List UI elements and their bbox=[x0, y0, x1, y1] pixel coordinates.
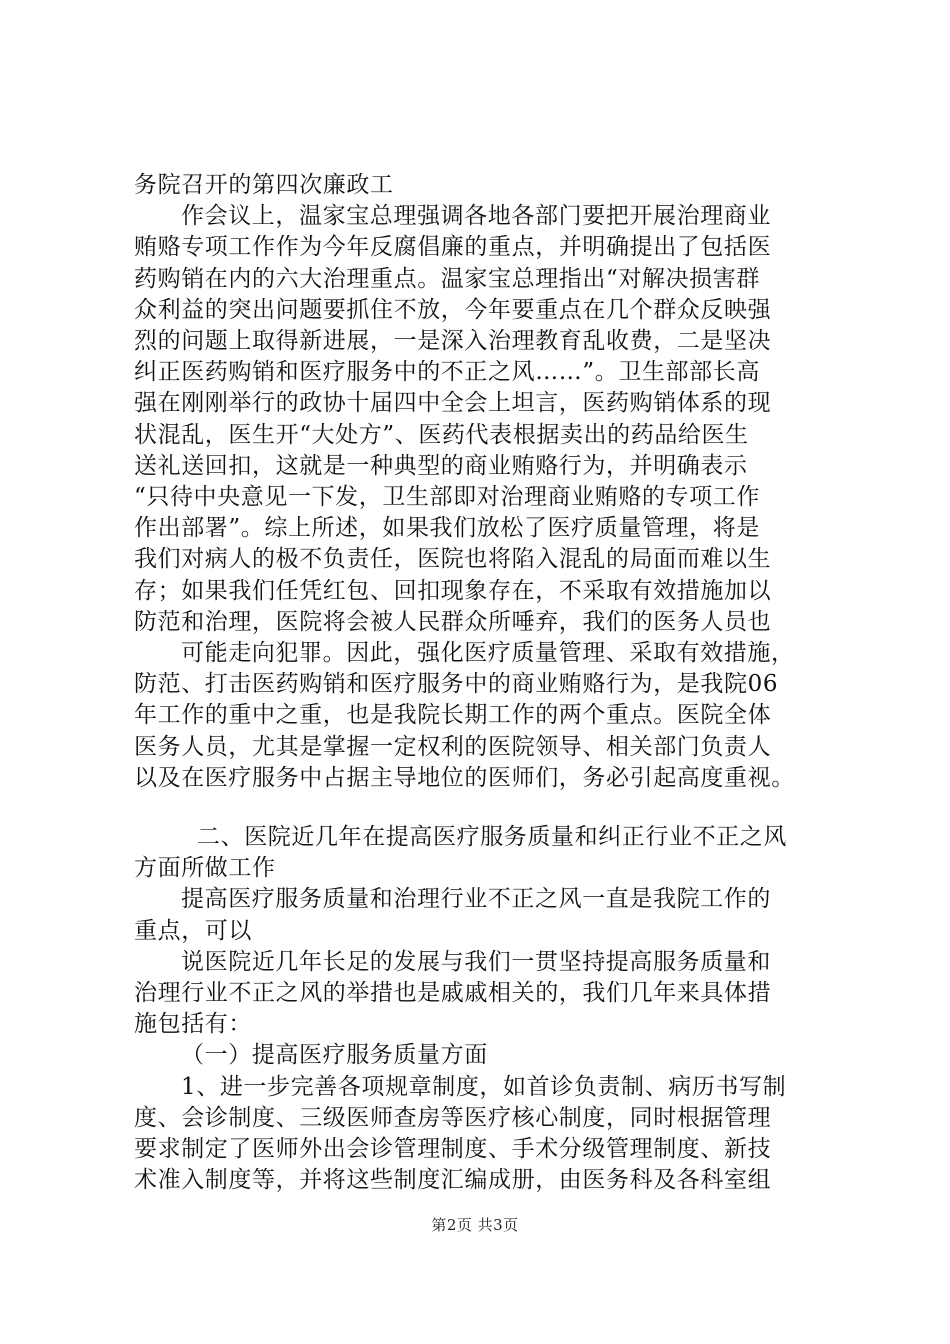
text-line: 药购销在内的六大治理重点。温家宝总理指出“对解决损害群 bbox=[134, 266, 760, 292]
page-number-footer: 第2页 共3页 bbox=[431, 1216, 519, 1234]
text-line: 贿赂专项工作作为今年反腐倡廉的重点，并明确提出了包括医 bbox=[134, 234, 772, 260]
text-line: 防范、打击医药购销和医疗服务中的商业贿赂行为，是我院06 bbox=[134, 671, 779, 697]
subsection-heading: （一）提高医疗服务质量方面 bbox=[181, 1042, 488, 1068]
text-line: 状混乱，医生开“大处方”、医药代表根据卖出的药品给医生 bbox=[134, 422, 749, 448]
text-line: 作会议上，温家宝总理强调各地各部门要把开展治理商业 bbox=[181, 203, 771, 229]
text-line: 我们对病人的极不负责任，医院也将陷入混乱的局面而难以生 bbox=[134, 546, 772, 572]
text-line: 作出部署”。综上所述，如果我们放松了医疗质量管理，将是 bbox=[134, 515, 760, 541]
text-line: 重点，可以 bbox=[134, 918, 252, 944]
text-line: 烈的问题上取得新进展，一是深入治理教育乱收费，二是坚决 bbox=[134, 328, 772, 354]
text-line: 要求制定了医师外出会诊管理制度、手术分级管理制度、新技 bbox=[134, 1136, 772, 1162]
text-line: 以及在医疗服务中占据主导地位的医师们，务必引起高度重视。 bbox=[134, 765, 795, 791]
text-line: 术准入制度等，并将这些制度汇编成册，由医务科及各科室组 bbox=[134, 1167, 772, 1193]
text-line: 说医院近几年长足的发展与我们一贯坚持提高服务质量和 bbox=[181, 949, 771, 975]
text-line: 提高医疗服务质量和治理行业不正之风一直是我院工作的 bbox=[181, 886, 771, 912]
text-line: 可能走向犯罪。因此，强化医疗质量管理、采取有效措施， bbox=[181, 640, 795, 666]
text-line: “只待中央意见一下发，卫生部即对治理商业贿赂的专项工作 bbox=[134, 484, 760, 510]
text-line: 年工作的重中之重，也是我院长期工作的两个重点。医院全体 bbox=[134, 702, 772, 728]
text-line: 纠正医药购销和医疗服务中的不正之风……”。卫生部部长高 bbox=[134, 359, 760, 385]
text-line: 众利益的突出问题要抓住不放，今年要重点在几个群众反映强 bbox=[134, 297, 772, 323]
text-line: 度、会诊制度、三级医师查房等医疗核心制度，同时根据管理 bbox=[134, 1105, 772, 1131]
text-line: 防范和治理，医院将会被人民群众所唾弃，我们的医务人员也 bbox=[134, 609, 772, 635]
text-line: 务院召开的第四次廉政工 bbox=[134, 172, 394, 198]
text-line: 1、进一步完善各项规章制度，如首诊负责制、病历书写制 bbox=[181, 1074, 787, 1100]
text-line: 强在刚刚举行的政协十届四中全会上坦言，医药购销体系的现 bbox=[134, 390, 772, 416]
text-line: 施包括有： bbox=[134, 1011, 252, 1037]
text-line: 存；如果我们任凭红包、回扣现象存在，不采取有效措施加以 bbox=[134, 578, 772, 604]
text-line: 医务人员，尤其是掌握一定权利的医院领导、相关部门负责人 bbox=[134, 734, 772, 760]
text-line: 治理行业不正之风的举措也是戚戚相关的，我们几年来具体措 bbox=[134, 980, 772, 1006]
section-heading: 方面所做工作 bbox=[134, 855, 276, 881]
section-heading: 二、医院近几年在提高医疗服务质量和纠正行业不正之风 bbox=[197, 824, 787, 850]
text-line: 送礼送回扣，这就是一种典型的商业贿赂行为，并明确表示 bbox=[134, 453, 748, 479]
